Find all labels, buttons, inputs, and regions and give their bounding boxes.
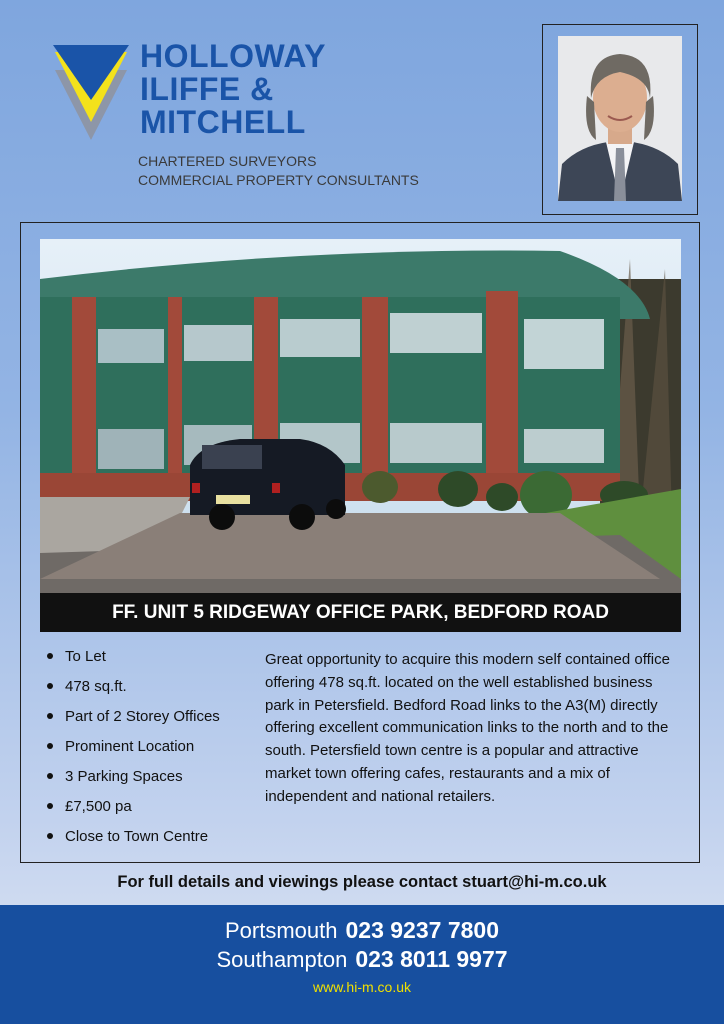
footer	[0, 905, 724, 1024]
tagline-line: CHARTERED SURVEYORS	[138, 153, 317, 169]
property-title: FF. UNIT 5 RIDGEWAY OFFICE PARK, BEDFORD ROAD	[40, 593, 681, 632]
feature-item: £7,500 pa	[43, 798, 263, 828]
brand-line: HOLLOWAY	[140, 38, 326, 74]
office-southampton	[0, 946, 724, 973]
brand-line: MITCHELL	[140, 104, 306, 140]
feature-list	[43, 648, 263, 858]
brand-name	[140, 40, 326, 139]
agent-portrait	[558, 36, 682, 201]
office-city: Southampton	[216, 947, 348, 972]
feature-item: 478 sq.ft.	[43, 678, 263, 708]
office-phone[interactable]: 023 8011 9977	[355, 946, 508, 972]
agent-portrait-frame	[542, 24, 698, 215]
property-description: Great opportunity to acquire this modern self contained office offering 478 sq.ft. located on the well established business park in Petersfield. Bedford Road links to the A3(M) directly offering excellent communication links to the north and to the south. Petersfield town centre is a popular and attractive market town offering cafes, restaurants and a mix of independent and national retailers.	[265, 651, 670, 805]
tagline	[138, 152, 419, 190]
office-phone[interactable]: 023 9237 7800	[345, 917, 499, 943]
feature-item: To Let	[43, 648, 263, 678]
brand-line: ILIFFE &	[140, 71, 274, 107]
feature-item: 3 Parking Spaces	[43, 768, 263, 798]
contact-line: For full details and viewings please contact stuart@hi-m.co.uk	[117, 873, 607, 891]
feature-item: Prominent Location	[43, 738, 263, 768]
office-portsmouth	[0, 917, 724, 944]
office-city: Portsmouth	[225, 918, 338, 943]
tagline-line: COMMERCIAL PROPERTY CONSULTANTS	[138, 172, 419, 188]
property-photo	[40, 239, 681, 593]
feature-item: Close to Town Centre	[43, 828, 263, 858]
website-link[interactable]: www.hi-m.co.uk	[312, 979, 412, 995]
property-panel	[20, 222, 700, 863]
logo-v-mark-icon	[52, 40, 130, 140]
feature-item: Part of 2 Storey Offices	[43, 708, 263, 738]
company-logo	[52, 40, 432, 195]
